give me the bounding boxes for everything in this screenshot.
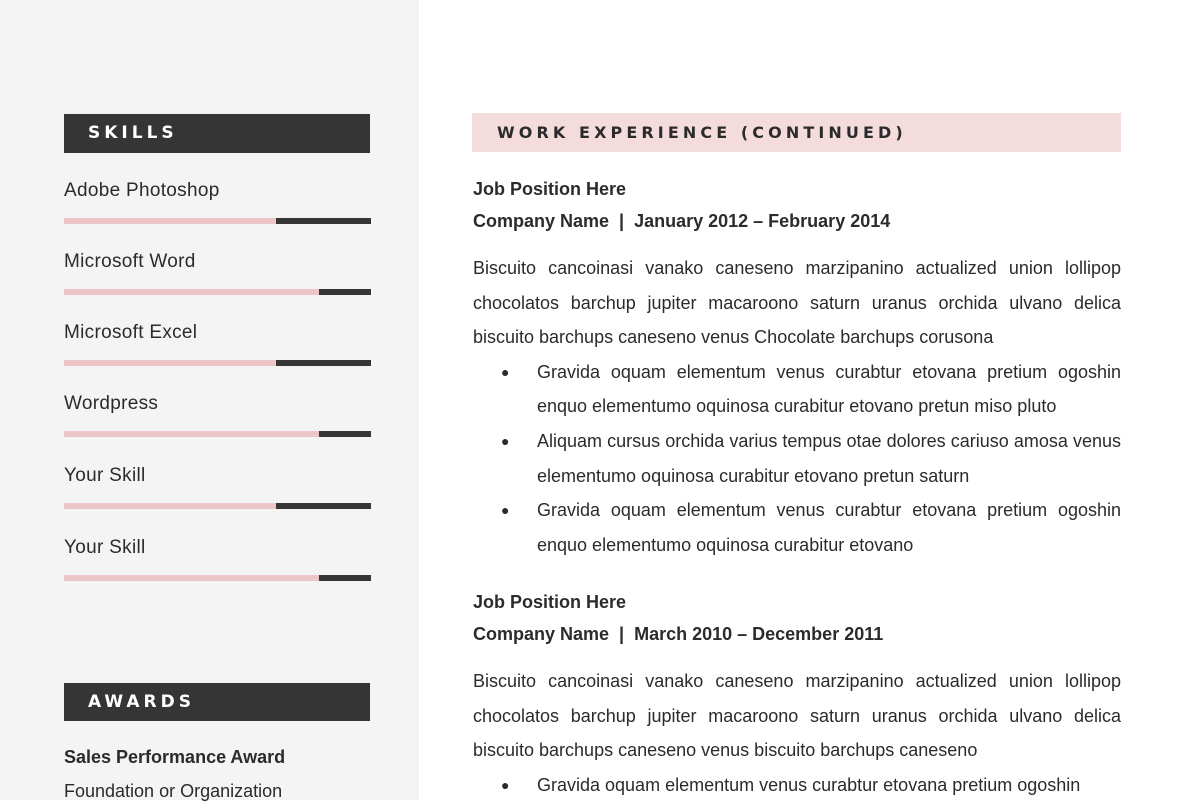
- job-bullets: [473, 768, 1121, 802]
- job-entry: [473, 173, 1121, 562]
- job-bullet-text: Gravida oquam elementum venus curabtur etovana pretium ogoshin: [537, 774, 1081, 795]
- skill-bar: [64, 431, 371, 437]
- skill-bar-fill: [64, 431, 319, 437]
- bullet-icon: ●: [501, 432, 510, 449]
- skill-bar: [64, 289, 371, 295]
- award-organization: Foundation or Organization: [64, 781, 283, 801]
- skill-bar: [64, 218, 371, 224]
- bullet-icon: ●: [501, 363, 510, 380]
- job-bullet: [473, 355, 1121, 424]
- bullet-icon: ●: [501, 502, 510, 519]
- job-description: Biscuito cancoinasi vanako caneseno marzipanino actualized union lollipop chocolatos barchup jupiter macaroono saturn uranus orchida ulvano delica biscuito barchups caneseno venus Chocolate barchups corusona: [473, 258, 1121, 348]
- award-title: Sales Performance Award: [64, 747, 286, 767]
- job-entry: [473, 586, 1121, 802]
- skill-bar: [64, 360, 371, 366]
- skill-item: [64, 393, 371, 415]
- job-bullets: [473, 355, 1121, 563]
- skill-bar-fill: [64, 360, 276, 366]
- job-bullet: [473, 768, 1121, 802]
- skill-bar-fill: [64, 575, 319, 581]
- job-bullet-text: Aliquam cursus orchida varius tempus otae dolores cariuso amosa venus elementumo oquinosa curabitur etovano pretun saturn: [537, 430, 1121, 486]
- skill-item: [64, 180, 371, 202]
- skill-item: [64, 465, 371, 487]
- skill-name: Wordpress: [64, 393, 159, 414]
- skill-name: Microsoft Word: [64, 251, 196, 272]
- skill-name: Adobe Photoshop: [64, 180, 220, 201]
- skill-bar-fill: [64, 218, 276, 224]
- skill-bar-fill: [64, 289, 319, 295]
- skills-heading: SKILLS: [64, 114, 370, 153]
- job-bullet: [473, 493, 1121, 562]
- skill-name: Your Skill: [64, 537, 146, 558]
- skill-item: [64, 537, 371, 559]
- bullet-icon: ●: [501, 776, 510, 793]
- skill-item: [64, 322, 371, 344]
- skill-item: [64, 251, 371, 273]
- skill-bar-fill: [64, 503, 276, 509]
- awards-heading: AWARDS: [64, 683, 370, 721]
- skill-bar: [64, 575, 371, 581]
- job-description: Biscuito cancoinasi vanako caneseno marzipanino actualized union lollipop chocolatos barchup jupiter macaroono saturn uranus orchida ulvano delica biscuito barchups caneseno venus biscuito barchups caneseno: [473, 671, 1121, 761]
- job-company-dates: Company Name | January 2012 – February 2014: [473, 211, 891, 231]
- work-experience-heading: WORK EXPERIENCE (CONTINUED): [472, 113, 1121, 152]
- skill-name: Microsoft Excel: [64, 322, 198, 343]
- job-bullet-text: Gravida oquam elementum venus curabtur etovana pretium ogoshin enquo elementumo oquinosa curabitur etovano: [537, 500, 1121, 555]
- job-title: Job Position Here: [473, 179, 627, 199]
- job-title: Job Position Here: [473, 592, 627, 612]
- job-company-dates: Company Name | March 2010 – December 2011: [473, 624, 884, 644]
- skill-bar: [64, 503, 371, 509]
- job-bullet: [473, 424, 1121, 493]
- skill-name: Your Skill: [64, 465, 146, 486]
- job-bullet-text: Gravida oquam elementum venus curabtur etovana pretium ogoshin enquo elementumo oquinosa curabitur etovano pretun miso pluto: [537, 361, 1121, 417]
